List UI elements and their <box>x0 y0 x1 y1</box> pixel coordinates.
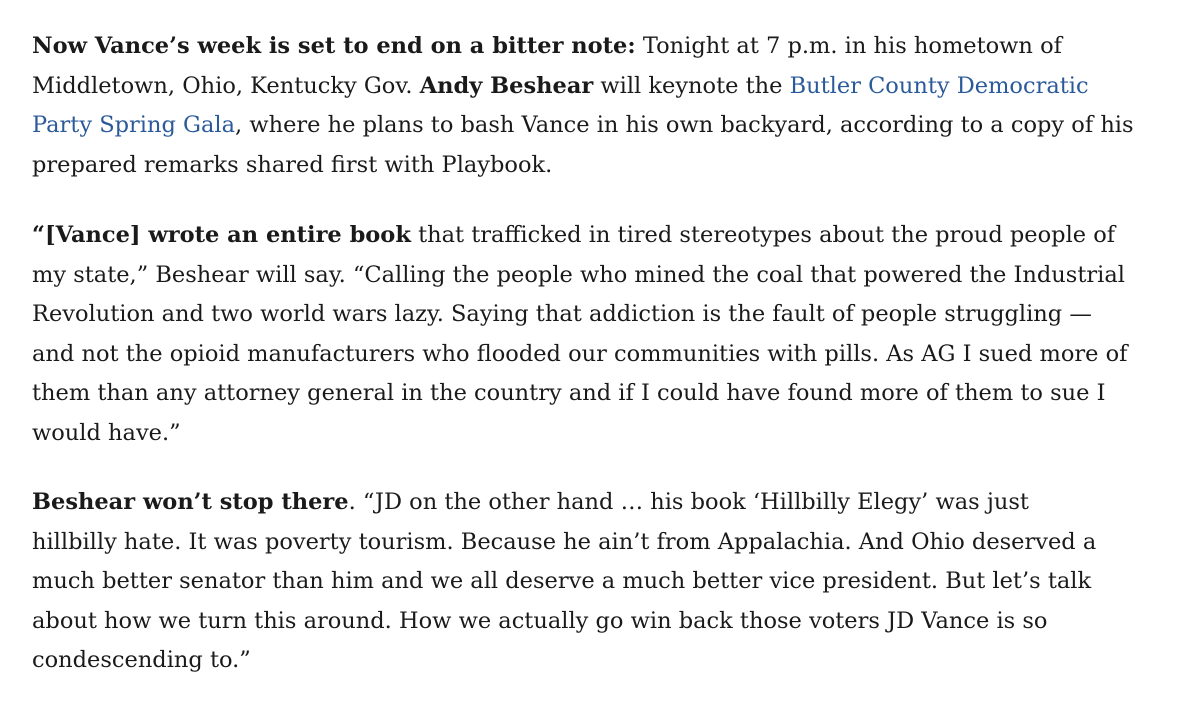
text-line: them than any attorney general in the country and if I could have found more of them to sue I <box>32 380 1106 406</box>
butler-county-gala-link[interactable]: Party Spring Gala <box>32 112 236 138</box>
bold-name-andy-beshear: Andy Beshear <box>419 72 594 99</box>
text-line: Revolution and two world wars lazy. Saying that addiction is the fault of people struggling — <box>32 301 1092 327</box>
bold-lede: Beshear won’t stop there <box>32 489 349 515</box>
butler-county-gala-link[interactable]: Butler County Democratic <box>789 72 1089 99</box>
text-line: Now Vance’s week is set to end on a bitter note: Tonight at 7 p.m. in his hometown of <box>32 33 1062 59</box>
text-line: Middletown, Ohio, Kentucky Gov. Andy Beshear will keynote the Butler County Democratic <box>32 72 1089 99</box>
paragraph-beshear-continues <box>32 483 1096 681</box>
text-line: hillbilly hate. It was poverty tourism. Because he ain’t from Appalachia. And Ohio deserved a <box>32 528 1097 555</box>
text-line: condescending to.” <box>32 647 251 673</box>
text-line: my state,” Beshear will say. “Calling the people who mined the coal that powered the Industrial <box>32 261 1125 288</box>
text-line: Beshear won’t stop there. “JD on the other hand … his book ‘Hillbilly Elegy’ was just <box>32 489 1029 515</box>
text-line: much better senator than him and we all deserve a much better vice president. But let’s talk <box>32 568 1092 594</box>
paragraph-beshear-quote <box>32 216 1128 453</box>
text-line: Party Spring Gala, where he plans to bash Vance in his own backyard, according to a copy of his <box>32 112 1134 138</box>
text-line: “[Vance] wrote an entire book that trafficked in tired stereotypes about the proud people of <box>32 222 1116 248</box>
bold-lede: Now Vance’s week is set to end on a bitter note: <box>32 33 636 59</box>
text-line: about how we turn this around. How we actually go win back those voters JD Vance is so <box>32 607 1048 634</box>
text-line: would have.” <box>32 419 181 446</box>
paragraph-vance-week <box>32 27 1134 185</box>
bold-lede: “[Vance] wrote an entire book <box>32 222 411 248</box>
text-line: and not the opioid manufacturers who flooded our communities with pills. As AG I sued more of <box>32 340 1128 367</box>
text-line: prepared remarks shared first with Playbook. <box>32 151 553 178</box>
